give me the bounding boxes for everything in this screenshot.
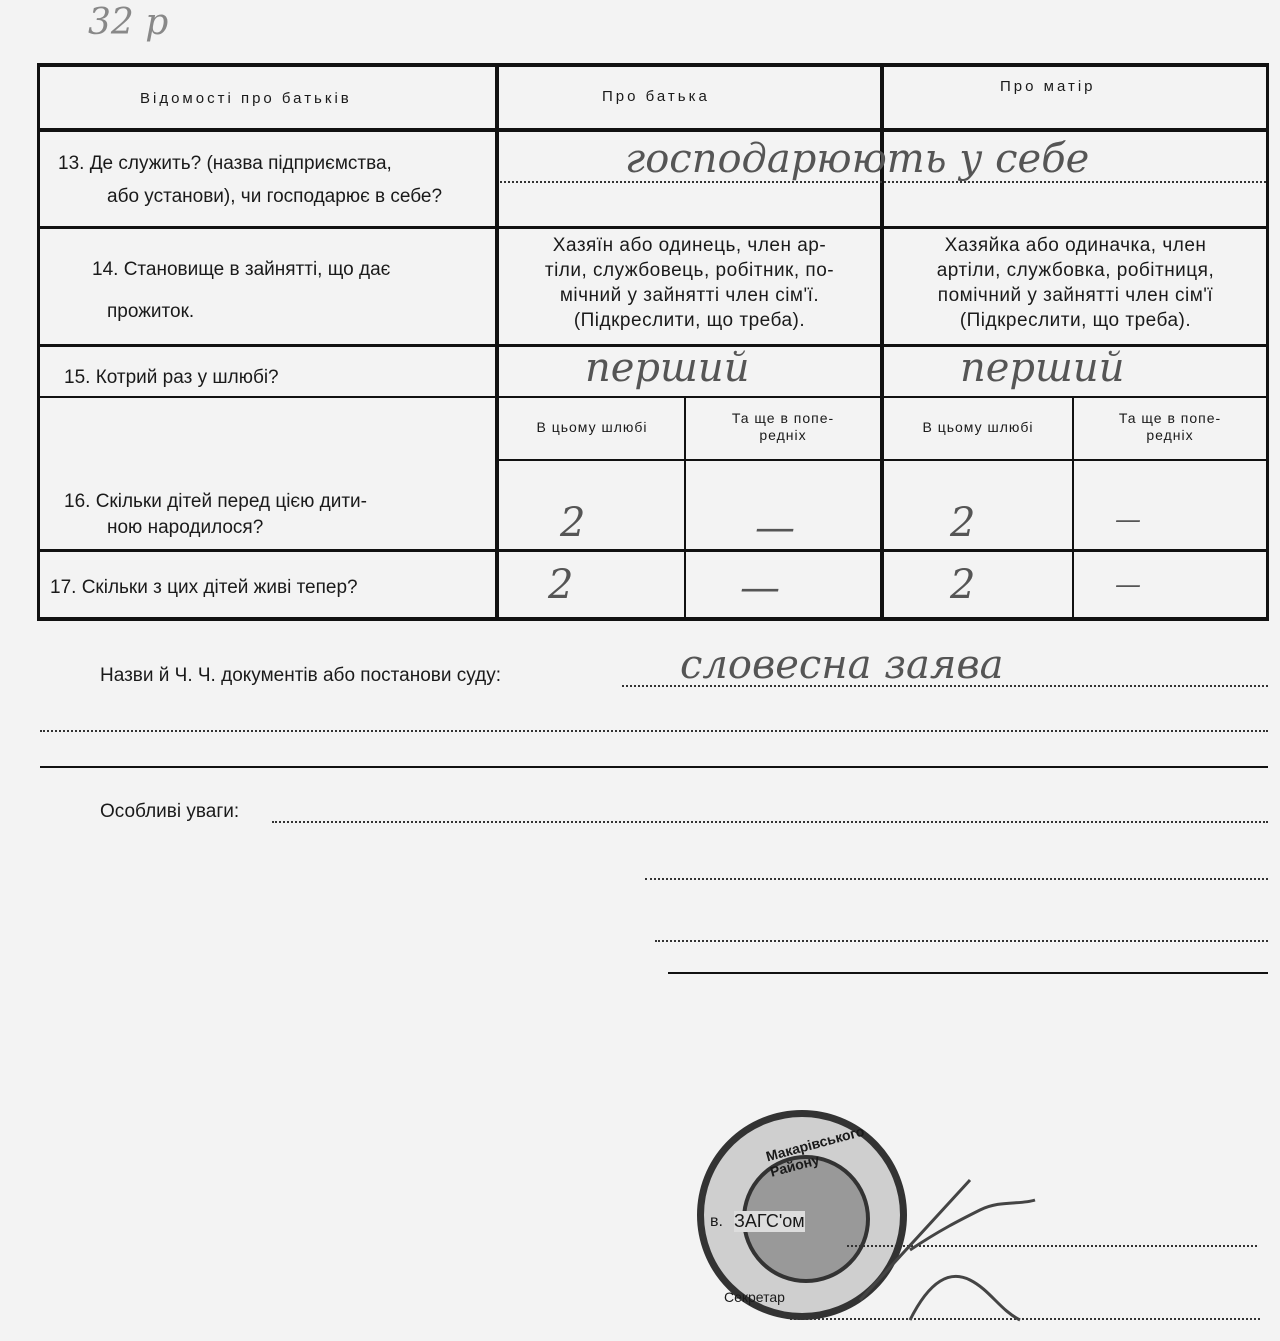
- subheader-father-prev: Та ще в попе- редніх: [731, 410, 835, 443]
- subheader-mother-prev: Та ще в попе- редніх: [1118, 410, 1222, 443]
- subheader-father-this: В цьому шлюбі: [536, 419, 648, 435]
- q16-father-prev: —: [755, 505, 795, 551]
- q16-label-2: ною народилося?: [107, 517, 264, 538]
- q15-label: 15. Котрий раз у шлюбі?: [64, 367, 279, 388]
- q13-label: 13. Де служить? (назва підприємства,: [58, 153, 392, 174]
- q14-label-2: прожиток.: [107, 301, 195, 322]
- q14-mother-options: Хазяйка або одиначка, член артіли, службовка, робітниця, помічний у зайнятті член сім'ї (Підкреслити, що треба).: [936, 235, 1215, 331]
- header-father: Про батька: [602, 88, 710, 105]
- subheader-mother-this: В цьому шлюбі: [922, 419, 1034, 435]
- documents-value: словесна заява: [680, 642, 1004, 688]
- q16-mother-prev: —: [1115, 505, 1141, 535]
- q14-father-options: Хазяїн або одинець, член ар- тіли, службовець, робітник, по- мічний у зайнятті член сім'ї. (Підкреслити, що треба).: [544, 235, 835, 331]
- q16-mother-this: 2: [950, 500, 976, 546]
- q16-father-this: 2: [560, 500, 586, 546]
- page-number-handwritten: 32 р: [88, 2, 169, 43]
- official-stamp: Макарівського Району в. ЗАГС'ом Секретар: [697, 1110, 907, 1320]
- q14-label: 14. Становище в зайнятті, що дає: [92, 259, 391, 280]
- q15-father: перший: [585, 345, 750, 391]
- notes-label: Особливі уваги:: [100, 801, 240, 822]
- q17-label: 17. Скільки з цих дітей живі тепер?: [50, 577, 358, 598]
- documents-label: Назви й Ч. Ч. документів або постанови суду:: [100, 665, 501, 686]
- header-parents-info: Відомості про батьків: [140, 90, 352, 107]
- signature: [850, 1160, 1050, 1341]
- q13-label-2: або установи), чи господарює в себе?: [107, 186, 443, 207]
- q16-label: 16. Скільки дітей перед цією дити-: [64, 491, 367, 512]
- q17-mother-this: 2: [950, 562, 976, 608]
- header-mother: Про матір: [1000, 78, 1096, 95]
- q17-father-prev: —: [740, 565, 780, 611]
- q15-mother: перший: [960, 345, 1125, 391]
- q17-mother-prev: —: [1115, 570, 1141, 600]
- q17-father-this: 2: [548, 562, 574, 608]
- q13-answer: господарюють у себе: [625, 136, 1090, 182]
